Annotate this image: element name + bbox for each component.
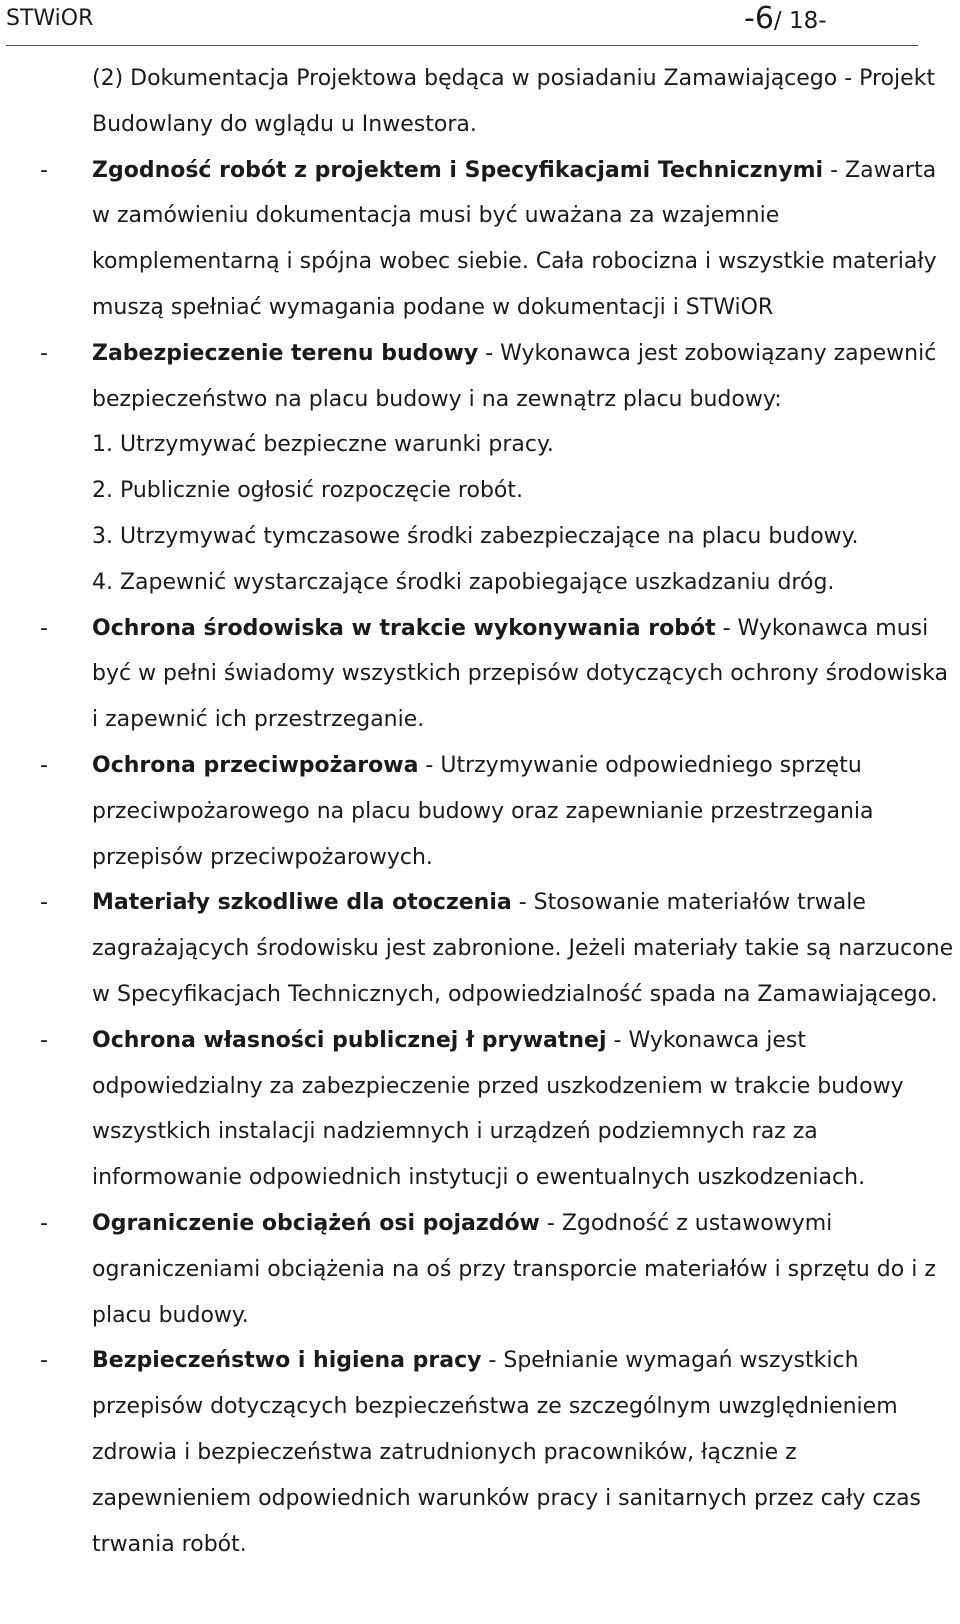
- header-divider: [6, 45, 918, 46]
- intro-text: (2) Dokumentacja Projektowa będąca w posiadaniu Zamawiającego - Projekt Budowlany do wglądu u Inwestora.: [92, 66, 936, 137]
- section-body: - Spełnianie wymagań wszystkich przepisów dotyczących bezpieczeństwa ze szczególnym uwzględnieniem zdrowia i bezpieczeństwa zatrudnionych pracowników, łącznie z zapewnieniem odpowiednich warunków pracy i sanitarnych przez cały czas trwania robót.: [92, 1348, 922, 1557]
- document-body: [0, 56, 960, 1567]
- bullet-dash: -: [40, 1027, 48, 1053]
- intro-paragraph: [0, 56, 960, 148]
- section-paragraph: [0, 1018, 960, 1201]
- section-body: - Zgodność z ustawowymi ograniczeniami obciążenia na oś przy transporcie materiałów i sprzętu do i z placu budowy.: [92, 1210, 936, 1328]
- section-paragraph: [0, 148, 960, 331]
- bullet-dash: -: [40, 1348, 48, 1374]
- document-code: STWiOR: [6, 6, 94, 31]
- section-paragraph: [0, 331, 960, 423]
- section-paragraph: [0, 743, 960, 880]
- numbered-item: 2. Publicznie ogłosić rozpoczęcie robót.: [92, 478, 523, 504]
- section-body: - Wykonawca jest odpowiedzialny za zabezpieczenie przed uszkodzeniem w trakcie budowy wszystkich instalacji nadziemnych i urządzeń podziemnych raz za informowanie odpowiednich instytucji o ewentualnych uszkodzeniach.: [92, 1027, 904, 1191]
- section-heading: Ochrona własności publicznej ł prywatnej: [92, 1027, 607, 1053]
- section-heading: Zgodność robót z projektem i Specyfikacjami Technicznymi: [92, 157, 824, 183]
- section-heading: Materiały szkodliwe dla otoczenia: [92, 890, 512, 916]
- section-heading: Ochrona przeciwpożarowa: [92, 752, 419, 778]
- section-body: - Wykonawca musi być w pełni świadomy wszystkich przepisów dotyczących ochrony środowiska i zapewnić ich przestrzeganie.: [92, 615, 948, 733]
- section-heading: Ograniczenie obciążeń osi pojazdów: [92, 1210, 540, 1236]
- numbered-item: 1. Utrzymywać bezpieczne warunki pracy.: [92, 432, 554, 458]
- section-body: - Stosowanie materiałów trwale zagrażających środowisku jest zabronione. Jeżeli materiały takie są narzucone w Specyfikacjach Technicznych, odpowiedzialność spada na Zamawiającego.: [92, 890, 954, 1007]
- bullet-dash: -: [40, 1210, 48, 1236]
- section-body: - Utrzymywanie odpowiedniego sprzętu przeciwpożarowego na placu budowy oraz zapewnianie przestrzegania przepisów przeciwpożarowych.: [92, 752, 874, 870]
- bullet-dash: -: [40, 752, 48, 778]
- section-body: - Zawarta w zamówieniu dokumentacja musi być uważana za wzajemnie komplementarną i spójna wobec siebie. Cała robocizna i wszystkie materiały muszą spełniać wymagania podane w dokumentacji i STWiOR: [92, 157, 937, 320]
- section-heading: Bezpieczeństwo i higiena pracy: [92, 1348, 482, 1374]
- page-number: [744, 2, 827, 38]
- bullet-dash: -: [40, 890, 48, 916]
- numbered-item: 4. Zapewnić wystarczające środki zapobiegające uszkadzaniu dróg.: [92, 569, 835, 595]
- page-total: / 18-: [773, 8, 827, 34]
- page-current: -6: [744, 1, 774, 36]
- page-header: [0, 0, 960, 50]
- section-paragraph: [0, 1201, 960, 1338]
- bullet-dash: -: [40, 340, 48, 366]
- bullet-dash: -: [40, 157, 48, 183]
- section-paragraph: [0, 1338, 960, 1567]
- numbered-item: 3. Utrzymywać tymczasowe środki zabezpieczające na placu budowy.: [92, 523, 859, 549]
- bullet-dash: -: [40, 615, 48, 641]
- section-heading: Zabezpieczenie terenu budowy: [92, 340, 479, 366]
- section-paragraph: [0, 880, 960, 1017]
- section-paragraph: [0, 606, 960, 743]
- section-body: - Wykonawca jest zobowiązany zapewnić bezpieczeństwo na placu budowy i na zewnątrz placu budowy:: [92, 340, 937, 412]
- section-heading: Ochrona środowiska w trakcie wykonywania robót: [92, 615, 716, 641]
